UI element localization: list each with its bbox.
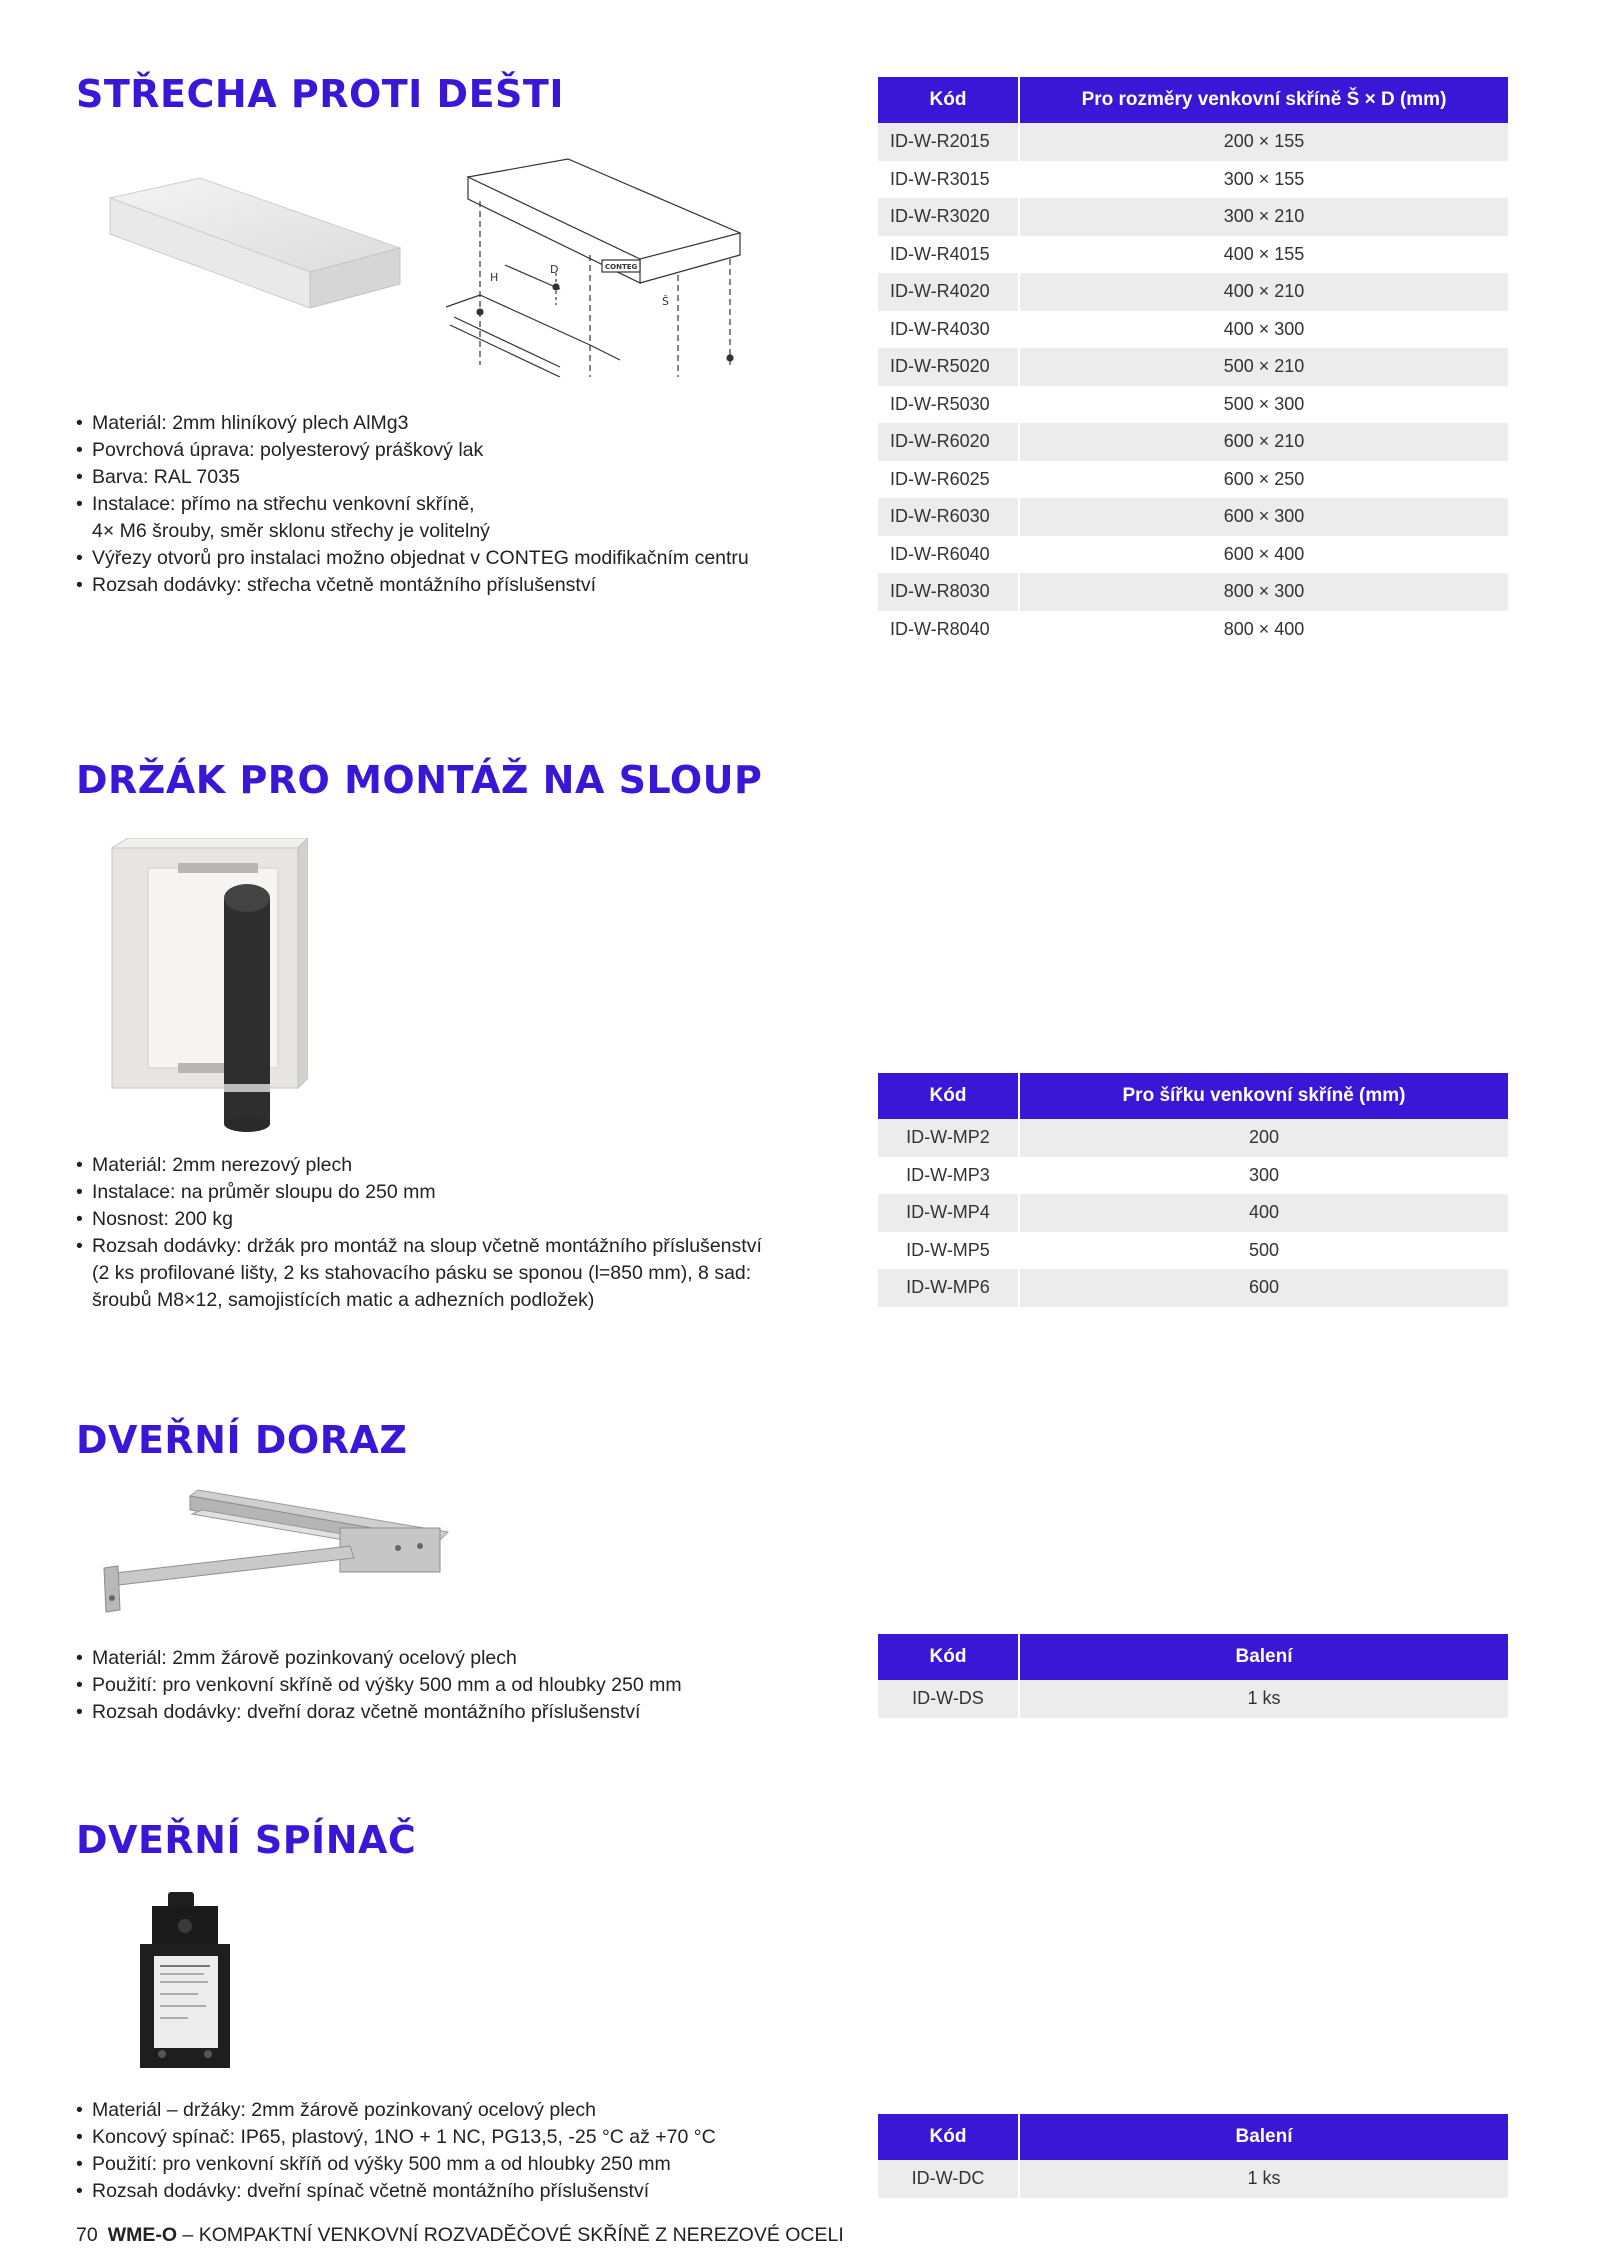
table-cell-code: ID-W-R6020 [878, 423, 1019, 461]
list-item: • Materiál: 2mm nerezový plech [76, 1152, 796, 1179]
section-title-pole-bracket: DRŽÁK PRO MONTÁŽ NA SLOUP [76, 758, 763, 802]
list-item: • Materiál: 2mm hliníkový plech AlMg3 [76, 410, 796, 437]
section-title-door-switch: DVEŘNÍ SPÍNAČ [76, 1818, 417, 1862]
column-header-packaging: Balení [1019, 1634, 1508, 1680]
table-row [878, 311, 1508, 349]
table-cell-value: 600 × 250 [1019, 461, 1508, 499]
table-cell-code: ID-W-R4030 [878, 311, 1019, 349]
table-cell-value: 800 × 300 [1019, 573, 1508, 611]
table-row [878, 1680, 1508, 1718]
column-header-code: Kód [878, 1073, 1019, 1119]
table-cell-code: ID-W-MP2 [878, 1119, 1019, 1157]
table-header-row [878, 77, 1508, 123]
footer-text: – KOMPAKTNÍ VENKOVNÍ ROZVADĚČOVÉ SKŘÍNĚ Z NEREZOVÉ OCELI [177, 2224, 844, 2246]
column-header-code: Kód [878, 77, 1019, 123]
table-row [878, 1194, 1508, 1232]
roof-technical-drawing [440, 155, 750, 377]
table-cell-value: 400 × 210 [1019, 273, 1508, 311]
table-cell-value: 600 [1019, 1269, 1508, 1307]
list-item: • Materiál: 2mm žárově pozinkovaný ocelový plech [76, 1645, 796, 1672]
list-item: • Rozsah dodávky: dveřní spínač včetně montážního příslušenství [76, 2178, 796, 2205]
list-item: • Rozsah dodávky: držák pro montáž na sloup včetně montážního příslušenství (2 ks profilované lišty, 2 ks stahovacího pásku se sponou (l=850 mm), 8 sad: šroubů M8×12, samojistících matic a adhezních podložek) [76, 1233, 796, 1314]
table-cell-value: 200 × 155 [1019, 123, 1508, 161]
table-row [878, 498, 1508, 536]
table-cell-code: ID-W-R5020 [878, 348, 1019, 386]
table-cell-code: ID-W-R3015 [878, 161, 1019, 199]
table-row [878, 123, 1508, 161]
section-title-roof: STŘECHA PROTI DEŠTI [76, 72, 564, 116]
table-row [878, 611, 1508, 649]
table-cell-code: ID-W-DC [878, 2160, 1019, 2198]
roof-spec-list [76, 410, 796, 599]
list-item: • Rozsah dodávky: dveřní doraz včetně montážního příslušenství [76, 1699, 796, 1726]
pole-bracket-product-table [878, 1073, 1508, 1307]
table-cell-code: ID-W-R8040 [878, 611, 1019, 649]
table-cell-code: ID-W-R6030 [878, 498, 1019, 536]
table-header-row [878, 1634, 1508, 1680]
table-cell-value: 500 × 210 [1019, 348, 1508, 386]
table-row [878, 161, 1508, 199]
table-cell-value: 600 × 300 [1019, 498, 1508, 536]
list-item: • Použití: pro venkovní skříně od výšky 500 mm a od hloubky 250 mm [76, 1672, 796, 1699]
list-item: • Použití: pro venkovní skříň od výšky 500 mm a od hloubky 250 mm [76, 2151, 796, 2178]
column-header-packaging: Balení [1019, 2114, 1508, 2160]
list-item: • Materiál – držáky: 2mm žárově pozinkovaný ocelový plech [76, 2097, 796, 2124]
table-cell-value: 600 × 210 [1019, 423, 1508, 461]
table-row [878, 461, 1508, 499]
list-item: • Nosnost: 200 kg [76, 1206, 796, 1233]
table-row [878, 423, 1508, 461]
roof-panel-image [100, 170, 410, 320]
table-row [878, 236, 1508, 274]
table-cell-code: ID-W-R6025 [878, 461, 1019, 499]
table-row [878, 273, 1508, 311]
table-cell-value: 300 × 210 [1019, 198, 1508, 236]
table-cell-code: ID-W-R3020 [878, 198, 1019, 236]
conteg-logo-text: CONTEG [605, 263, 638, 271]
page-number: 70 [76, 2224, 98, 2246]
table-cell-value: 400 [1019, 1194, 1508, 1232]
table-row [878, 198, 1508, 236]
table-cell-value: 300 × 155 [1019, 161, 1508, 199]
door-stop-product-table [878, 1634, 1508, 1718]
table-row [878, 2160, 1508, 2198]
column-header-width: Pro šířku venkovní skříně (mm) [1019, 1073, 1508, 1119]
page-footer [76, 2224, 844, 2247]
door-stop-image [100, 1488, 450, 1618]
table-cell-value: 200 [1019, 1119, 1508, 1157]
table-cell-code: ID-W-R6040 [878, 536, 1019, 574]
table-row [878, 386, 1508, 424]
table-cell-code: ID-W-MP4 [878, 1194, 1019, 1232]
table-cell-value: 400 × 155 [1019, 236, 1508, 274]
table-cell-code: ID-W-R8030 [878, 573, 1019, 611]
column-header-dimensions: Pro rozměry venkovní skříně Š × D (mm) [1019, 77, 1508, 123]
table-cell-code: ID-W-R4020 [878, 273, 1019, 311]
table-cell-code: ID-W-MP3 [878, 1157, 1019, 1195]
table-cell-code: ID-W-R2015 [878, 123, 1019, 161]
table-cell-value: 400 × 300 [1019, 311, 1508, 349]
dimension-label-h: H [490, 271, 499, 284]
table-cell-code: ID-W-R4015 [878, 236, 1019, 274]
table-row [878, 1157, 1508, 1195]
table-cell-value: 800 × 400 [1019, 611, 1508, 649]
pole-bracket-image [108, 838, 308, 1134]
column-header-code: Kód [878, 1634, 1019, 1680]
table-cell-value: 1 ks [1019, 2160, 1508, 2198]
list-item: • Výřezy otvorů pro instalaci možno objednat v CONTEG modifikačním centru [76, 545, 796, 572]
table-cell-value: 1 ks [1019, 1680, 1508, 1718]
dimension-label-d: D [550, 263, 559, 276]
door-stop-spec-list [76, 1645, 796, 1726]
section-title-door-stop: DVEŘNÍ DORAZ [76, 1418, 408, 1462]
table-row [878, 348, 1508, 386]
list-item: • Instalace: přímo na střechu venkovní skříně, 4× M6 šrouby, směr sklonu střechy je volitelný [76, 491, 796, 545]
list-item: • Instalace: na průměr sloupu do 250 mm [76, 1179, 796, 1206]
table-cell-value: 600 × 400 [1019, 536, 1508, 574]
door-switch-spec-list [76, 2097, 796, 2205]
table-row [878, 1119, 1508, 1157]
list-item: • Rozsah dodávky: střecha včetně montážního příslušenství [76, 572, 796, 599]
table-cell-code: ID-W-MP5 [878, 1232, 1019, 1270]
table-cell-code: ID-W-DS [878, 1680, 1019, 1718]
table-row [878, 1269, 1508, 1307]
table-header-row [878, 1073, 1508, 1119]
table-row [878, 1232, 1508, 1270]
table-row [878, 573, 1508, 611]
table-cell-value: 500 × 300 [1019, 386, 1508, 424]
table-row [878, 536, 1508, 574]
list-item: • Barva: RAL 7035 [76, 464, 796, 491]
door-switch-product-table [878, 2114, 1508, 2198]
list-item: • Povrchová úprava: polyesterový práškový lak [76, 437, 796, 464]
roof-product-table [878, 77, 1508, 648]
table-header-row [878, 2114, 1508, 2160]
column-header-code: Kód [878, 2114, 1019, 2160]
table-cell-code: ID-W-MP6 [878, 1269, 1019, 1307]
table-cell-code: ID-W-R5030 [878, 386, 1019, 424]
table-cell-value: 500 [1019, 1232, 1508, 1270]
door-switch-image [138, 1892, 232, 2070]
footer-brand: WME-O [107, 2224, 178, 2246]
table-cell-value: 300 [1019, 1157, 1508, 1195]
list-item: • Koncový spínač: IP65, plastový, 1NO + 1 NC, PG13,5, -25 °C až +70 °C [76, 2124, 796, 2151]
pole-bracket-spec-list [76, 1152, 796, 1314]
dimension-label-s: Š [662, 295, 669, 308]
